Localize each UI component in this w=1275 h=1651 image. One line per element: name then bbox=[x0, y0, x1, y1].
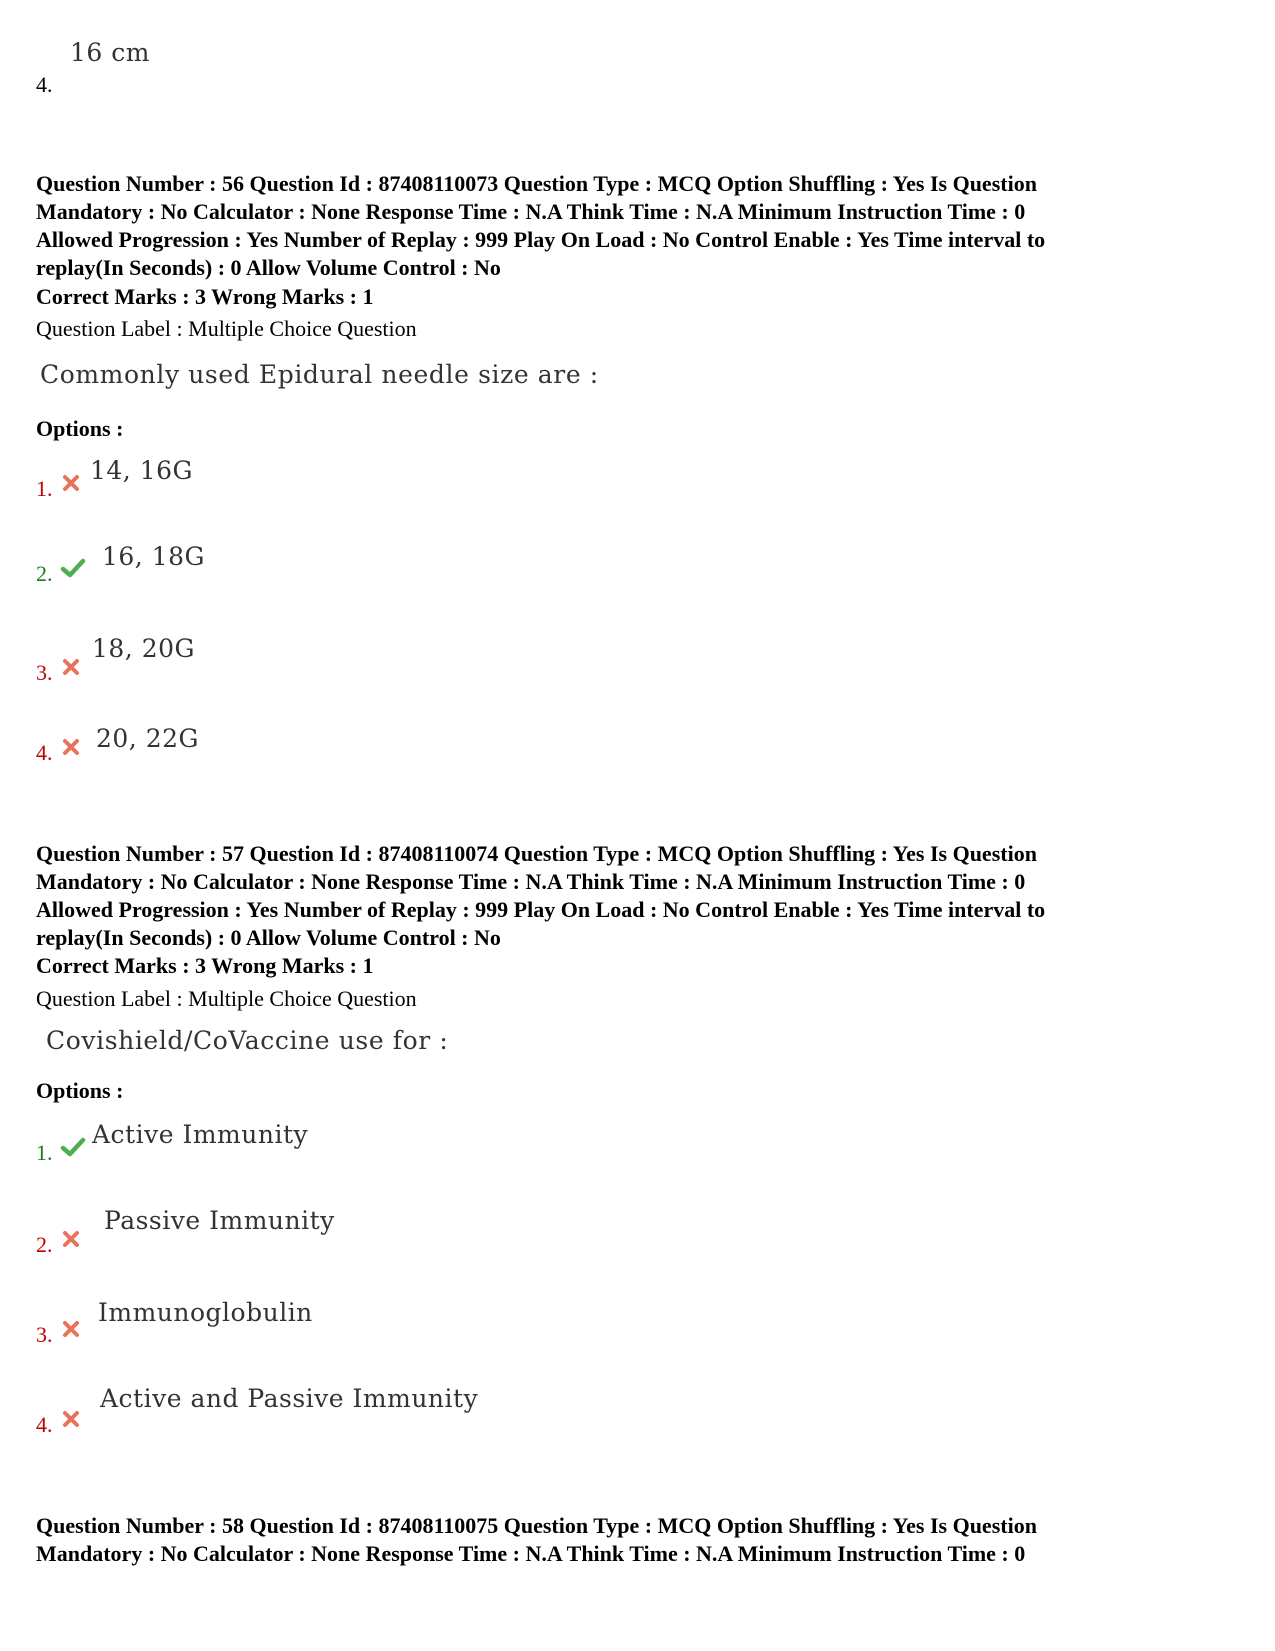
cross-icon bbox=[60, 736, 82, 758]
cross-icon bbox=[60, 1408, 82, 1430]
option-text: 16, 18G bbox=[102, 542, 205, 571]
option-number: 3. bbox=[36, 1322, 53, 1347]
option-number: 4. bbox=[36, 1412, 53, 1437]
question-56-text: Commonly used Epidural needle size are : bbox=[40, 360, 599, 389]
option-text: Immunoglobulin bbox=[98, 1298, 313, 1327]
question-57-options-label: Options : bbox=[36, 1078, 124, 1103]
header-line: Question Number : 57 Question Id : 87408110074 Question Type : MCQ Option Shuffling : Yes Is Question bbox=[36, 841, 1037, 866]
header-line: replay(In Seconds) : 0 Allow Volume Control : No bbox=[36, 255, 501, 280]
option-text: Active Immunity bbox=[92, 1120, 309, 1149]
header-line: Mandatory : No Calculator : None Response Time : N.A Think Time : N.A Minimum Instruction Time : 0 bbox=[36, 869, 1026, 894]
option-number: 2. bbox=[36, 561, 53, 586]
header-line: Allowed Progression : Yes Number of Replay : 999 Play On Load : No Control Enable : Yes Time interval to bbox=[36, 897, 1046, 922]
header-line: Question Number : 58 Question Id : 87408110075 Question Type : MCQ Option Shuffling : Yes Is Question bbox=[36, 1513, 1037, 1538]
option-text: Passive Immunity bbox=[104, 1206, 335, 1235]
option-number: 3. bbox=[36, 660, 53, 685]
option-text: 20, 22G bbox=[96, 724, 199, 753]
option-text: 18, 20G bbox=[92, 634, 195, 663]
cross-icon bbox=[60, 1228, 82, 1250]
question-56-label: Question Label : Multiple Choice Question bbox=[36, 316, 417, 341]
header-line: replay(In Seconds) : 0 Allow Volume Control : No bbox=[36, 925, 501, 950]
header-line: Question Number : 56 Question Id : 87408110073 Question Type : MCQ Option Shuffling : Yes Is Question bbox=[36, 171, 1037, 196]
question-58-header bbox=[36, 1512, 1236, 1568]
previous-option-text: 16 cm bbox=[70, 38, 150, 67]
option-number: 1. bbox=[36, 1140, 53, 1165]
option-text: Active and Passive Immunity bbox=[100, 1384, 479, 1413]
question-56-marks: Correct Marks : 3 Wrong Marks : 1 bbox=[36, 284, 374, 309]
option-number: 2. bbox=[36, 1232, 53, 1257]
header-line: Allowed Progression : Yes Number of Replay : 999 Play On Load : No Control Enable : Yes Time interval to bbox=[36, 227, 1046, 252]
question-57-text: Covishield/CoVaccine use for : bbox=[46, 1026, 449, 1055]
option-number: 4. bbox=[36, 740, 53, 765]
check-icon bbox=[60, 1136, 86, 1158]
option-text: 14, 16G bbox=[90, 456, 193, 485]
question-57-label: Question Label : Multiple Choice Question bbox=[36, 986, 417, 1011]
question-57-header bbox=[36, 840, 1236, 952]
header-line: Mandatory : No Calculator : None Response Time : N.A Think Time : N.A Minimum Instruction Time : 0 bbox=[36, 199, 1026, 224]
cross-icon bbox=[60, 472, 82, 494]
question-56-header bbox=[36, 170, 1236, 282]
question-57-marks: Correct Marks : 3 Wrong Marks : 1 bbox=[36, 953, 374, 978]
question-56-options-label: Options : bbox=[36, 416, 124, 441]
header-line: Mandatory : No Calculator : None Response Time : N.A Think Time : N.A Minimum Instruction Time : 0 bbox=[36, 1541, 1026, 1566]
cross-icon bbox=[60, 1318, 82, 1340]
cross-icon bbox=[60, 656, 82, 678]
previous-option-number: 4. bbox=[36, 72, 53, 97]
option-number: 1. bbox=[36, 476, 53, 501]
check-icon bbox=[60, 557, 86, 579]
